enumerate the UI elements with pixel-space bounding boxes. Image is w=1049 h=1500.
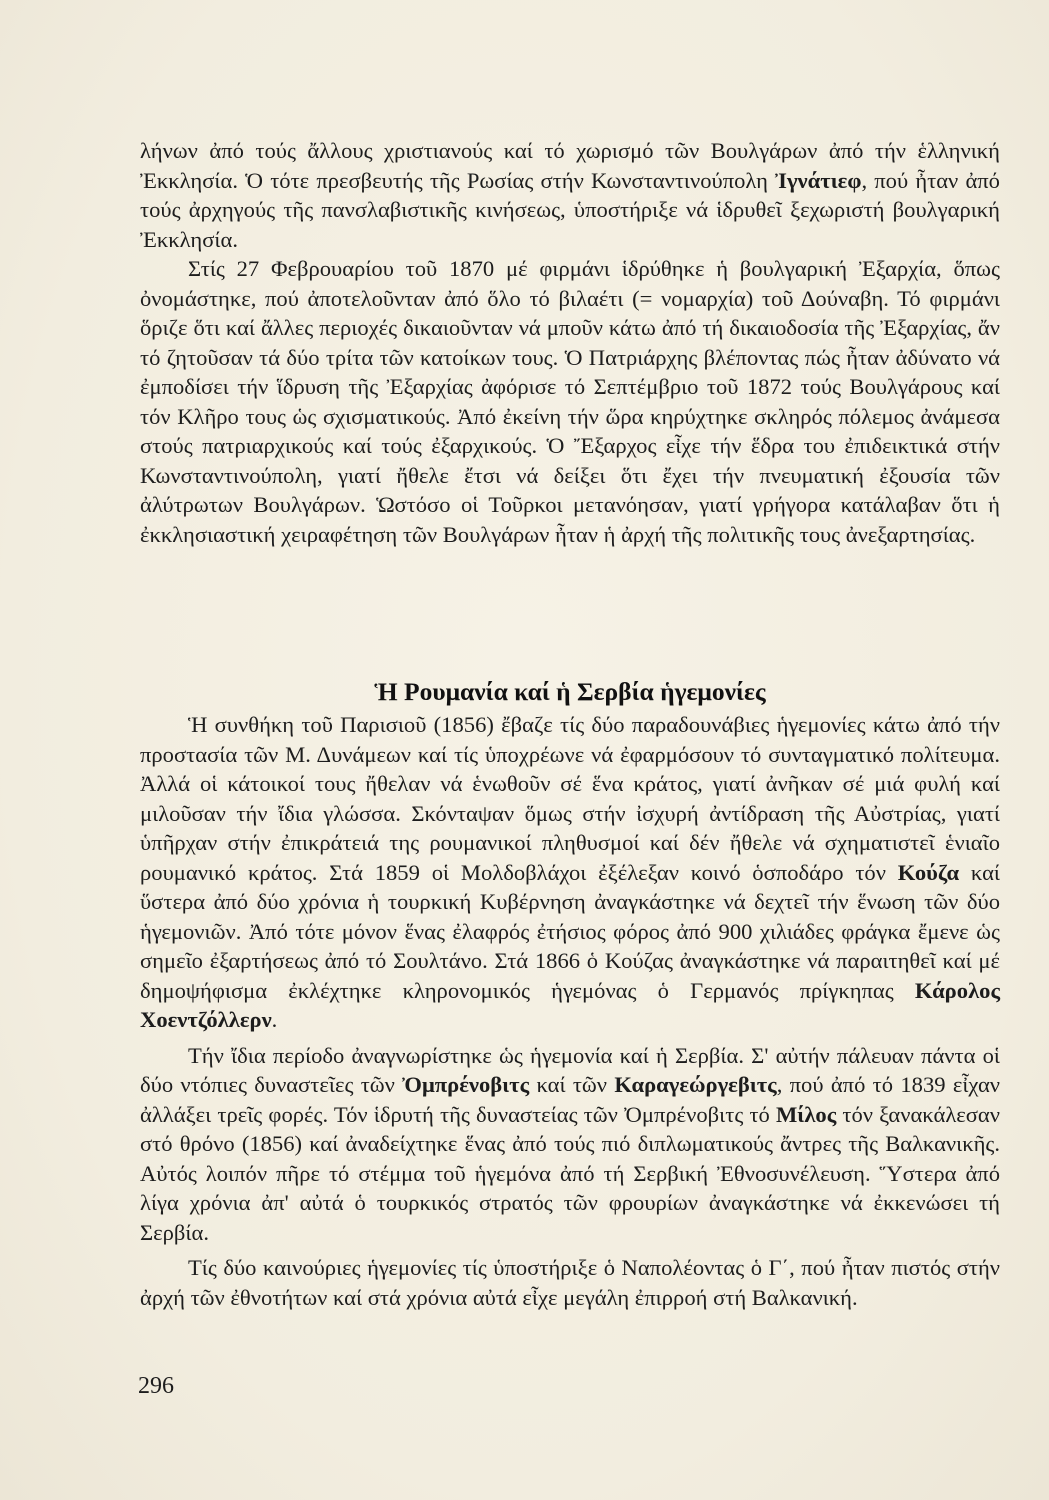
top-text-block [140, 136, 1000, 549]
page-number: 296 [138, 1373, 174, 1399]
paragraph-4-part-a: Τήν ἴδια περίοδο ἀναγνωρίστηκε ὡς ἡγεμονία καί ἡ Σερβία. Σ' αὐτήν πάλευαν πάντα οἱ δύο ντόπιες δυναστεῖες τῶν [140, 1042, 1000, 1097]
bold-name-karadjordjevic: Καραγεώργεβιτς [614, 1072, 777, 1097]
paragraph-exarchate: Στίς 27 Φεβρουαρίου τοῦ 1870 μέ φιρμάνι ἱδρύθηκε ἡ βουλγαρική Ἐξαρχία, ὅπως ὀνομάστηκε, πού ἀποτελοῦνταν ἀπό ὅλο τό βιλαέτι (= νομαρχία) τοῦ Δούναβη. Τό φιρμάνι ὅριζε ὅτι καί ἄλλες περιοχές δικαιοῦνταν νά μποῦν κάτω ἀπό τή δικαιοδοσία τῆς Ἐξαρχίας, ἄν τό ζητοῦσαν τά δύο τρίτα τῶν κατοίκων τους. Ὁ Πατριάρχης βλέποντας πώς ἦταν ἀδύνατο νά ἐμποδίσει τήν ἵδρυση τῆς Ἐξαρχίας ἀφόρισε τό Σεπτέμβριο τοῦ 1872 τούς Βουλγάρους καί τόν Κλῆρο τους ὡς σχισματικούς. Ἀπό ἐκείνη τήν ὥρα κηρύχτηκε σκληρός πόλεμος ἀνάμεσα στούς πατριαρχικούς καί τούς ἐξαρχικούς. Ὁ Ἔξαρχος εἶχε τήν ἕδρα του ἐπιδεικτικά στήν Κωνσταντινούπολη, γιατί ἤθελε ἔτσι νά δείξει ὅτι ἔχει τήν πνευματική ἐξουσία τῶν ἀλύτρωτων Βουλγάρων. Ὡστόσο οἱ Τοῦρκοι μετανόησαν, γιατί γρήγορα κατάλαβαν ὅτι ἡ ἐκκλησιαστική χειραφέτηση τῶν Βουλγάρων ἦταν ἡ ἀρχή τῆς πολιτικῆς τους ἀνεξαρτησίας. [140, 256, 1000, 547]
paragraph-continuation [140, 136, 1000, 254]
bold-name-ignatiev: Ἰγνάτιεφ [775, 167, 862, 193]
paragraph-1-text: λήνων ἀπό τούς ἄλλους χριστιανούς καί τό χωρισμό τῶν Βουλγάρων ἀπό τήν ἑλληνική Ἐκκλησία. Ὁ τότε πρεσβευτής τῆς Ρωσίας στήν Κωνσταντινούπολη [140, 138, 1000, 193]
paragraph-4-part-d: τόν ξανακάλεσαν στό θρόνο (1856) καί ἀναδείχτηκε ἕνας ἀπό τούς πιό διπλωματικούς ἄντρες τῆς Βαλκανικῆς. Αὐτός λοιπόν πῆρε τό στέμμα τοῦ ἡγεμόνα ἀπό τή Σερβική Ἐθνοσυνέλευση. Ὕστερα ἀπό λίγα χρόνια ἀπ' αὐτά ὁ τουρκικός στρατός τῶν φρουρίων ἀναγκάστηκε νά ἐκκενώσει τή Σερβία. [140, 1101, 1000, 1245]
paragraph-romania [140, 710, 1000, 1035]
paragraph-3-part-a: Ἡ συνθήκη τοῦ Παρισιοῦ (1856) ἔβαζε τίς δύο παραδουνάβιες ἡγεμονίες κάτω ἀπό τήν προστασία τῶν Μ. Δυνάμεων καί τίς ὑποχρέωνε νά ἐφαρμόσουν τό συνταγματικό πολίτευμα. Ἀλλά οἱ κάτοικοί τους ἤθελαν νά ἑνωθοῦν σέ ἕνα κράτος, γιατί ἀνῆκαν σέ μιά φυλή καί μιλοῦσαν τήν ἴδια γλώσσα. Σκόνταψαν ὅμως στήν ἰσχυρή ἀντίδραση τῆς Αὐστρίας, γιατί ὑπῆρχαν στήν ἐπικράτειά της ρουμανικοί πληθυσμοί καί δέν ἤθελε νά σχηματιστεῖ ἑνιαῖο ρουμανικό κράτος. Στά 1859 οἱ Μολδοβλάχοι ἐξέλεξαν κοινό ὁσποδάρο τόν [140, 712, 1000, 885]
bold-name-obrenovic: Ὀμπρένοβιτς [402, 1072, 530, 1097]
paragraph-serbia [140, 1041, 1000, 1248]
paragraph-4-part-b: καί τῶν [529, 1072, 615, 1097]
section-text-block [140, 710, 1000, 1312]
paragraph-3-part-b: καί ὕστερα ἀπό δύο χρόνια ἡ τουρκική Κυβέρνηση ἀναγκάστηκε νά δεχτεῖ τήν ἕνωση τῶν δύο ἡγεμονιῶν. Ἀπό τότε μόνον ἕνας ἐλαφρός ἐτήσιος φόρος ἀπό 900 χιλιάδες φράγκα ἔμενε ὡς σημεῖο ἐξαρτήσεως ἀπό τό Σουλτάνο. Στά 1866 ὁ Κούζας ἀναγκάστηκε νά παραιτηθεῖ καί μέ δημοψήφισμα ἐκλέχτηκε κληρονομικός ἡγεμόνας ὁ Γερμανός πρίγκηπας [140, 859, 1000, 1003]
bold-name-karolos: Κάρολος Χοεντζόλλερν [140, 977, 1000, 1032]
paragraph-3-end: . [271, 1007, 278, 1032]
bold-name-milos: Μίλος [775, 1101, 837, 1127]
bold-name-kouza: Κούζα [897, 859, 960, 885]
paragraph-napoleon: Τίς δύο καινούριες ἡγεμονίες τίς ὑποστήριξε ὁ Ναπολέοντας ὁ Γ΄, πού ἦταν πιστός στήν ἀρχή τῶν ἐθνοτήτων καί στά χρόνια αὐτά εἶχε μεγάλη ἐπιρροή στή Βαλκανική. [140, 1255, 1000, 1310]
paragraph-4-part-c: , πού ἀπό τό 1839 εἶχαν ἀλλάξει τρεῖς φορές. Τόν ἱδρυτή τῆς δυναστείας τῶν Ὀμπρένοβιτς τό [140, 1072, 1000, 1127]
paragraph-1-end: , πού ἦταν ἀπό τούς ἀρχηγούς τῆς πανσλαβιστικῆς κινήσεως, ὑποστήριξε νά ἱδρυθεῖ ξεχωριστή βουλγαρική Ἐκκλησία. [140, 167, 1000, 252]
section-heading: Ἡ Ρουμανία καί ἡ Σερβία ἡγεμονίες [374, 677, 766, 706]
